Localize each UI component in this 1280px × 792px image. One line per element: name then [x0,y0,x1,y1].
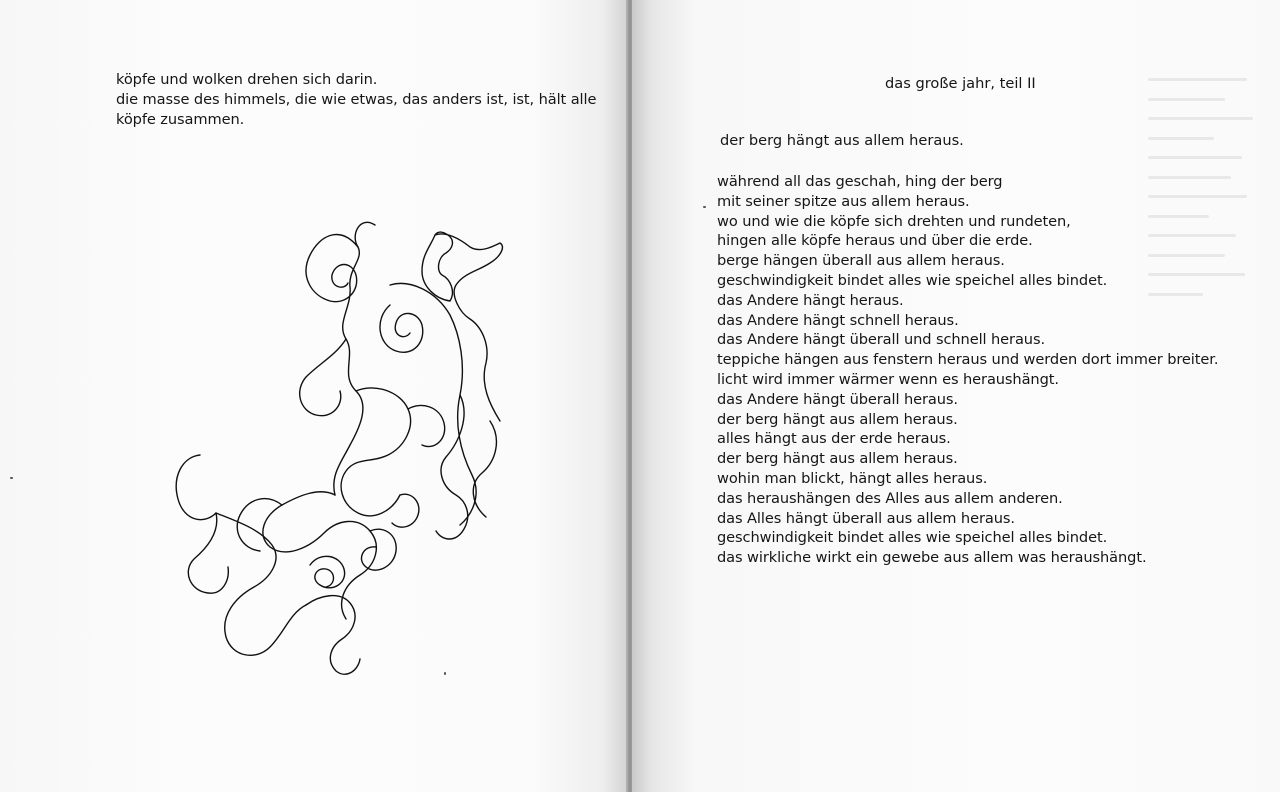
drawing-stroke-tail [176,455,228,593]
page-heading: das große jahr, teil II [885,75,1036,92]
poem-line: alles hängt aus der erde heraus. [717,430,951,448]
poem-line: geschwindigkeit bindet alles wie speichel alles bindet. [717,271,1108,289]
drawing-stroke-back-right [473,421,496,517]
poem-first-line: der berg hängt aus allem heraus. [720,132,964,149]
left-line-2: die masse des himmels, die wie etwas, das anders ist, ist, hält alle [116,90,597,108]
poem-line: das Andere hängt schnell heraus. [717,311,959,329]
poem-line: das wirkliche wirkt ein gewebe aus allem was heraushängt. [717,549,1147,567]
paper-speck [444,672,446,675]
poem-line: mit seiner spitze aus allem heraus. [717,192,970,210]
drawing-stroke-inner-1 [300,339,346,416]
left-page-text [116,70,596,129]
drawing-stroke-coil [380,305,423,352]
drawing-stroke-lower-tangle [306,596,360,675]
drawing-stroke-lower-body [263,492,376,619]
poem-line: hingen alle köpfe heraus und über die erde. [717,232,1033,250]
poem-line: das Alles hängt überall aus allem heraus. [717,509,1015,527]
poem-line: das Andere hängt heraus. [717,291,904,309]
drawing-stroke-back [216,513,306,655]
poem-line: das Andere hängt überall und schnell heraus. [717,331,1045,349]
line-drawing-illustration [160,195,560,685]
poem-line: geschwindigkeit bindet alles wie speichel alles bindet. [717,529,1108,547]
poem-line: licht wird immer wärmer wenn es heraushängt. [717,370,1059,388]
poem-line: der berg hängt aus allem heraus. [717,410,958,428]
poem-body [717,172,1218,568]
poem-line: während all das geschah, hing der berg [717,173,1003,190]
drawing-stroke-paw [392,494,419,527]
paper-speck [10,477,13,479]
poem-line: berge hängen überall aus allem heraus. [717,252,1005,270]
poem-line: teppiche hängen aus fenstern heraus und werden dort immer breiter. [717,351,1219,369]
drawing-stroke-upper-figure [334,222,375,495]
left-line-3: köpfe zusammen. [116,110,245,128]
poem-line: das Andere hängt überall heraus. [717,390,958,408]
left-line-1: köpfe und wolken drehen sich darin. [116,71,378,88]
left-page [0,0,628,792]
paper-speck [703,206,706,208]
poem-line: das heraushängen des Alles aus allem anderen. [717,489,1063,507]
poem-line: wo und wie die köpfe sich drehten und rundeten, [717,212,1071,230]
drawing-stroke-inner-2 [408,405,445,446]
drawing-stroke-middle [341,388,410,516]
poem-line: wohin man blickt, hängt alles heraus. [717,469,988,487]
poem-line: der berg hängt aus allem heraus. [717,450,958,468]
drawing-stroke-knot [310,556,345,588]
drawing-stroke-right-arm [435,234,502,421]
drawing-stroke-hind-leg [361,529,396,570]
